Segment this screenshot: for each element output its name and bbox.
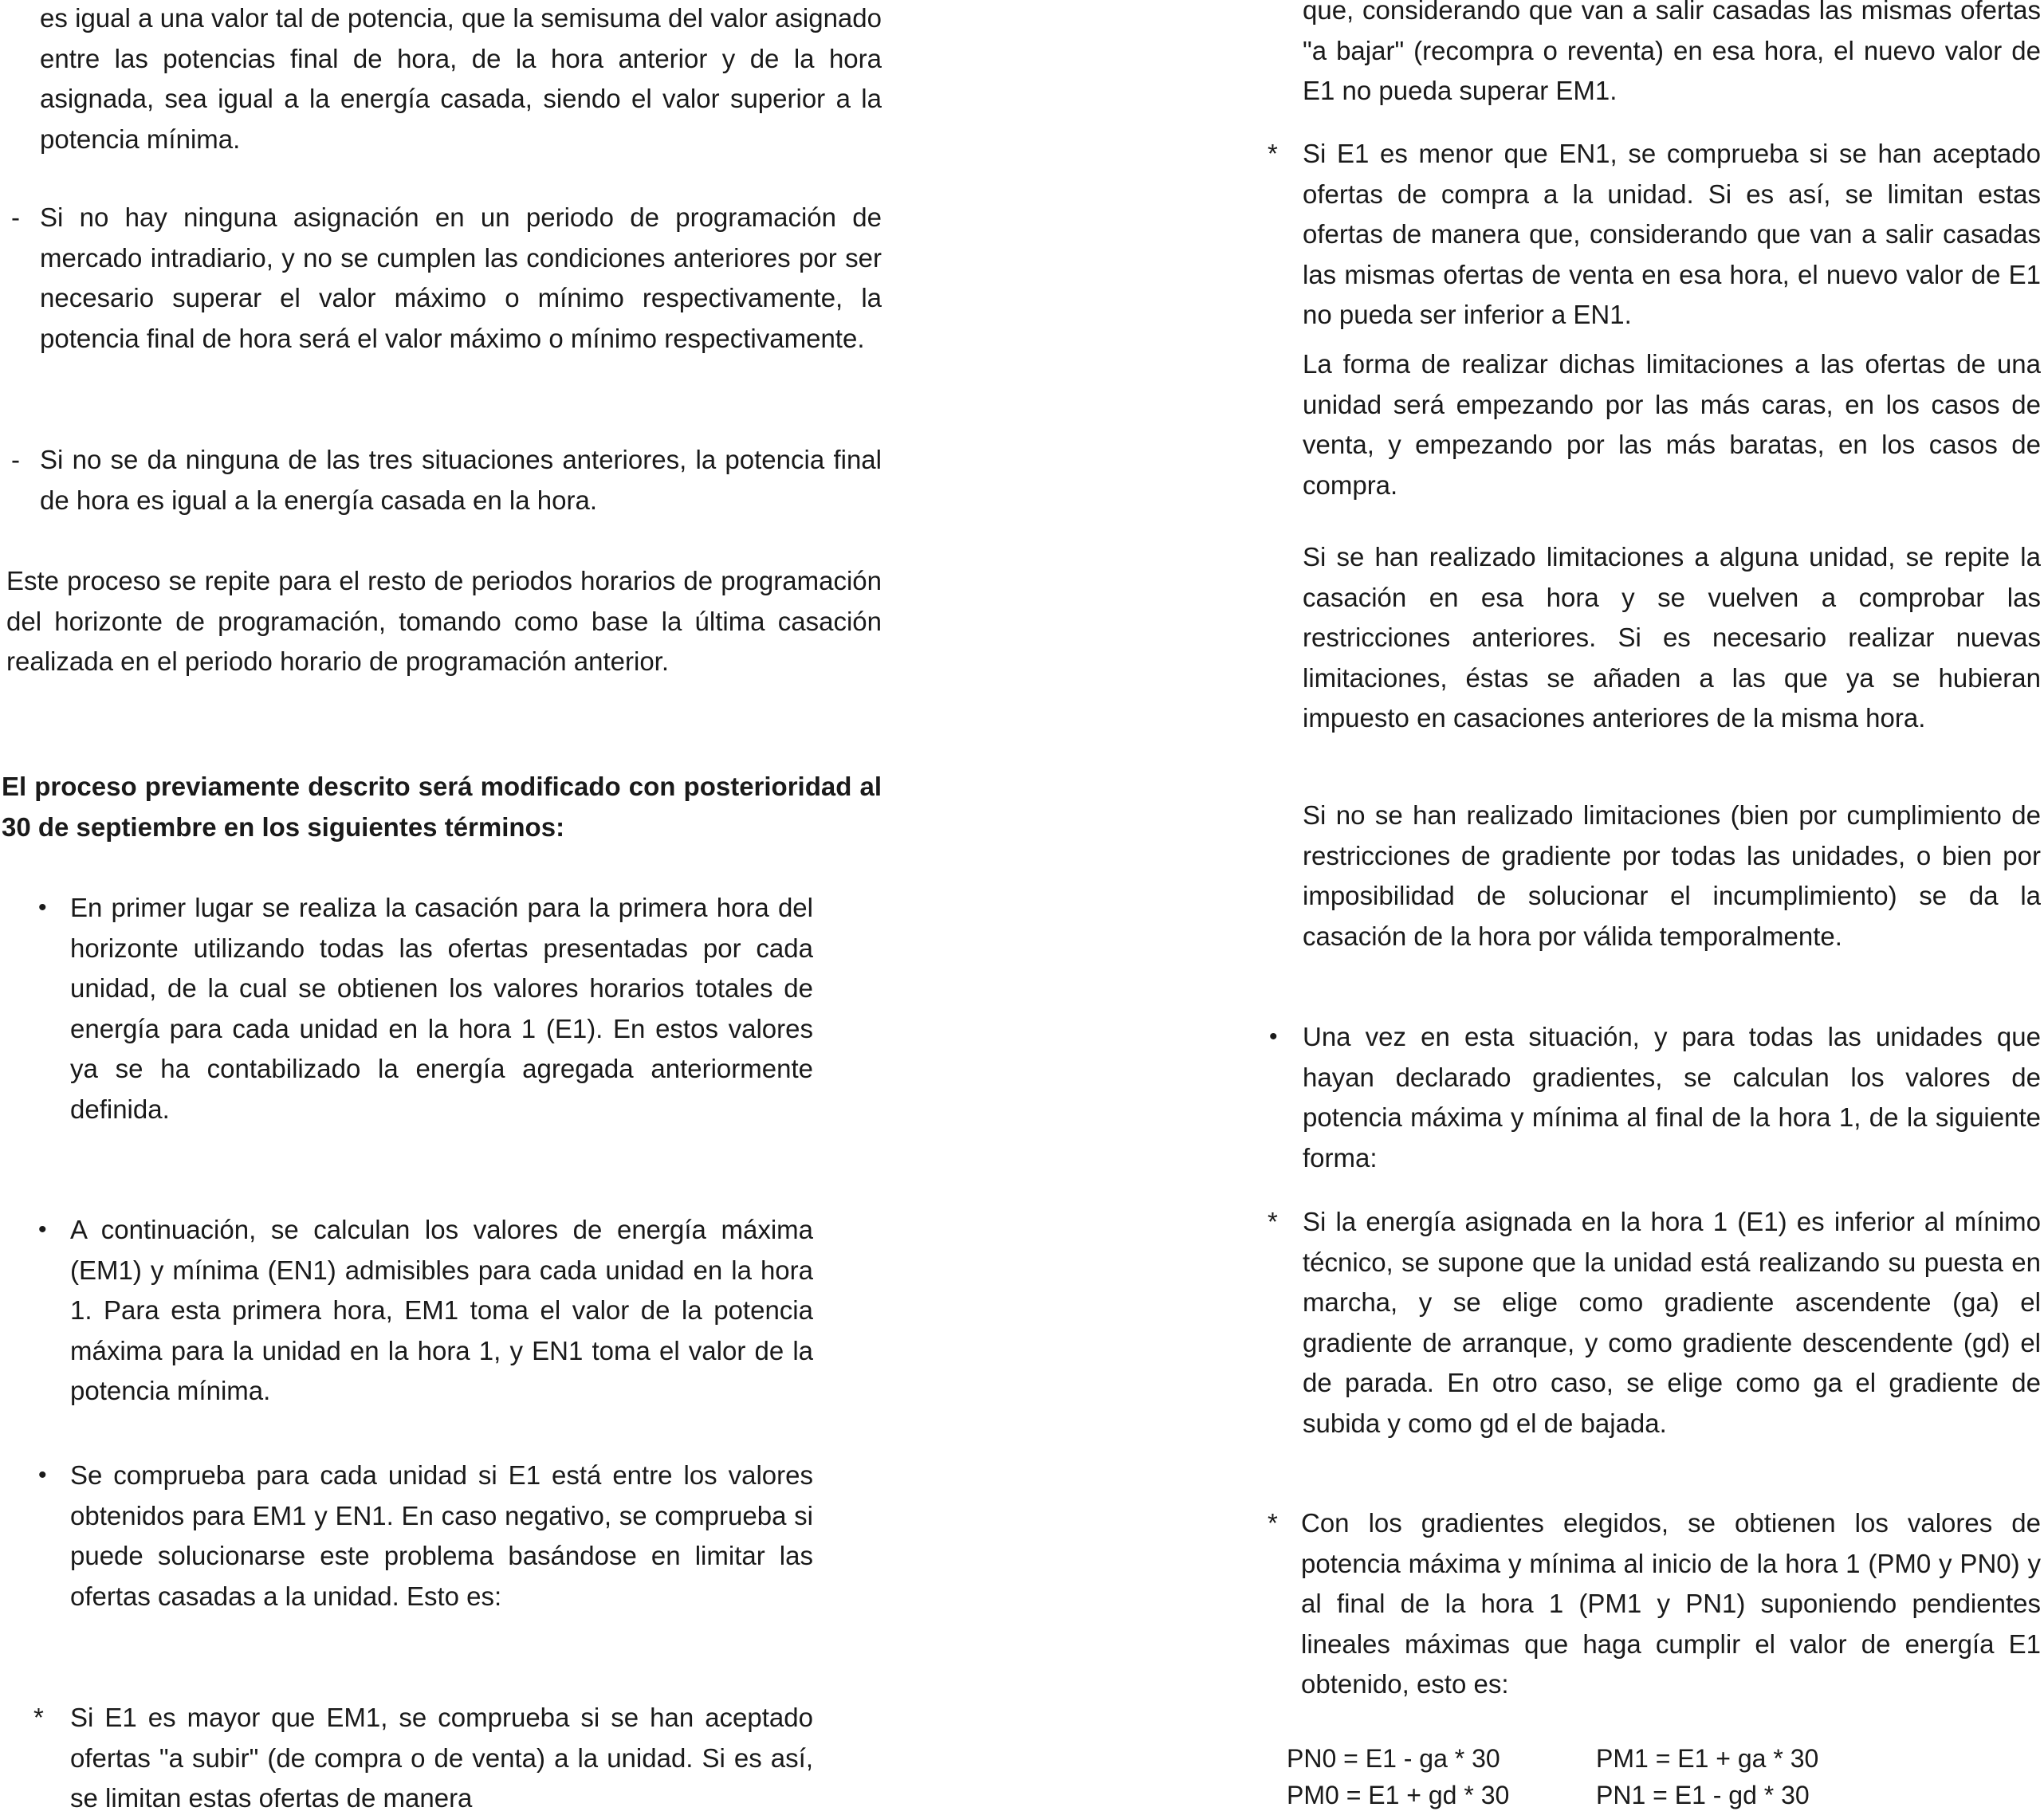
asterisk-item: Con los gradientes elegidos, se obtienen los valores de potencia máxima y mínima al inicio de la hora 1 (PM0 y PN0) y al final de la hora 1 (PM1 y PN1) suponiendo pendientes lineales máximas que haga cumplir el valor de energía E1 obtenido, esto es:: [1301, 1508, 2041, 1699]
bullet-marker: •: [38, 894, 47, 921]
asterisk-item: Si E1 es mayor que EM1, se comprueba si se han aceptado ofertas "a subir" (de compra o de venta) a la unidad. Si es así, se limitan estas ofertas de manera: [70, 1703, 813, 1813]
paragraph-bold: El proceso previamente descrito será modificado con posterioridad al 30 de septiembre en los siguientes términos:: [2, 772, 882, 842]
bullet-item: En primer lugar se realiza la casación para la primera hora del horizonte utilizando todas las ofertas presentadas por cada unidad, de la cual se obtienen los valores horarios totales de energía para cada unidad en la hora 1 (E1). En estos valores ya se ha contabilizado la energía agregada anteriormente definida.: [70, 893, 813, 1124]
asterisk-marker: *: [1268, 1508, 1278, 1538]
paragraph: Si se han realizado limitaciones a alguna unidad, se repite la casación en esa hora y se vuelven a comprobar las restricciones anteriores. Si es necesario realizar nuevas limitaciones, éstas se añaden a las que ya se hubieran impuesto en casaciones anteriores de la misma hora.: [1303, 542, 2041, 733]
bullet-item: A continuación, se calculan los valores de energía máxima (EM1) y mínima (EN1) admisibles para cada unidad en la hora 1. Para esta primera hora, EM1 toma el valor de la potencia máxima para la unidad en la hora 1, y EN1 toma el valor de la potencia mínima.: [70, 1215, 813, 1405]
bullet-marker: •: [38, 1216, 47, 1243]
dash-marker: -: [11, 445, 20, 474]
asterisk-marker: *: [33, 1703, 44, 1732]
paragraph: Si no se han realizado limitaciones (bien por cumplimiento de restricciones de gradiente por todas las unidades, o bien por imposibilidad de solucionar el incumplimiento) se da la casación de la hora por válida temporalmente.: [1303, 800, 2041, 951]
asterisk-item: Si la energía asignada en la hora 1 (E1) es inferior al mínimo técnico, se supone que la unidad está realizando su puesta en marcha, y se elige como gradiente ascendente (ga) el gradiente de arranque, y como gradiente descendente (gd) el de parada. En otro caso, se elige como ga el gradiente de subida y como gd el de bajada.: [1303, 1207, 2041, 1438]
dash-marker: -: [11, 202, 20, 232]
equation: PM0 = E1 + gd * 30: [1287, 1781, 1510, 1809]
paragraph: es igual a una valor tal de potencia, que la semisuma del valor asignado entre las potencias final de hora, de la hora anterior y de la hora asignada, sea igual a la energía casada, siendo el valor superior a la potencia mínima.: [40, 3, 882, 154]
continued-item: que, considerando que van a salir casadas las mismas ofertas "a bajar" (recompra o reventa) en esa hora, el nuevo valor de E1 no pueda superar EM1.: [1303, 0, 2041, 105]
paragraph: La forma de realizar dichas limitaciones a las ofertas de una unidad será empezando por las más caras, en los casos de venta, y empezando por las más baratas, en los casos de compra.: [1303, 349, 2041, 500]
dash-item: Si no hay ninguna asignación en un periodo de programación de mercado intradiario, y no se cumplen las condiciones anteriores por ser necesario superar el valor máximo o mínimo respectivamente, la potencia final de hora será el valor máximo o mínimo respectivamente.: [40, 202, 882, 353]
asterisk-marker: *: [1268, 139, 1278, 168]
asterisk-marker: *: [1268, 1207, 1278, 1236]
bullet-marker: •: [38, 1462, 47, 1488]
dash-item: Si no se da ninguna de las tres situaciones anteriores, la potencia final de hora es igual a la energía casada en la hora.: [40, 445, 882, 515]
bullet-item: Se comprueba para cada unidad si E1 está entre los valores obtenidos para EM1 y EN1. En caso negativo, se comprueba si puede solucionarse este problema basándose en limitar las ofertas casadas a la unidad. Esto es:: [70, 1460, 813, 1611]
asterisk-item: Si E1 es menor que EN1, se comprueba si se han aceptado ofertas de compra a la unidad. Si es así, se limitan estas ofertas de manera que, considerando que van a salir casadas las mismas ofertas de venta en esa hora, el nuevo valor de E1 no pueda ser inferior a EN1.: [1303, 139, 2041, 329]
paragraph: Este proceso se repite para el resto de periodos horarios de programación del horizonte de programación, tomando como base la última casación realizada en el periodo horario de programación anterior.: [6, 566, 882, 676]
bullet-marker: •: [1269, 1023, 1278, 1050]
equation: PN1 = E1 - gd * 30: [1596, 1781, 1810, 1809]
equation: PN0 = E1 - ga * 30: [1287, 1744, 1500, 1773]
equation: PM1 = E1 + ga * 30: [1596, 1744, 1819, 1773]
bullet-item: Una vez en esta situación, y para todas las unidades que hayan declarado gradientes, se calculan los valores de potencia máxima y mínima al final de la hora 1, de la siguiente forma:: [1303, 1022, 2041, 1173]
